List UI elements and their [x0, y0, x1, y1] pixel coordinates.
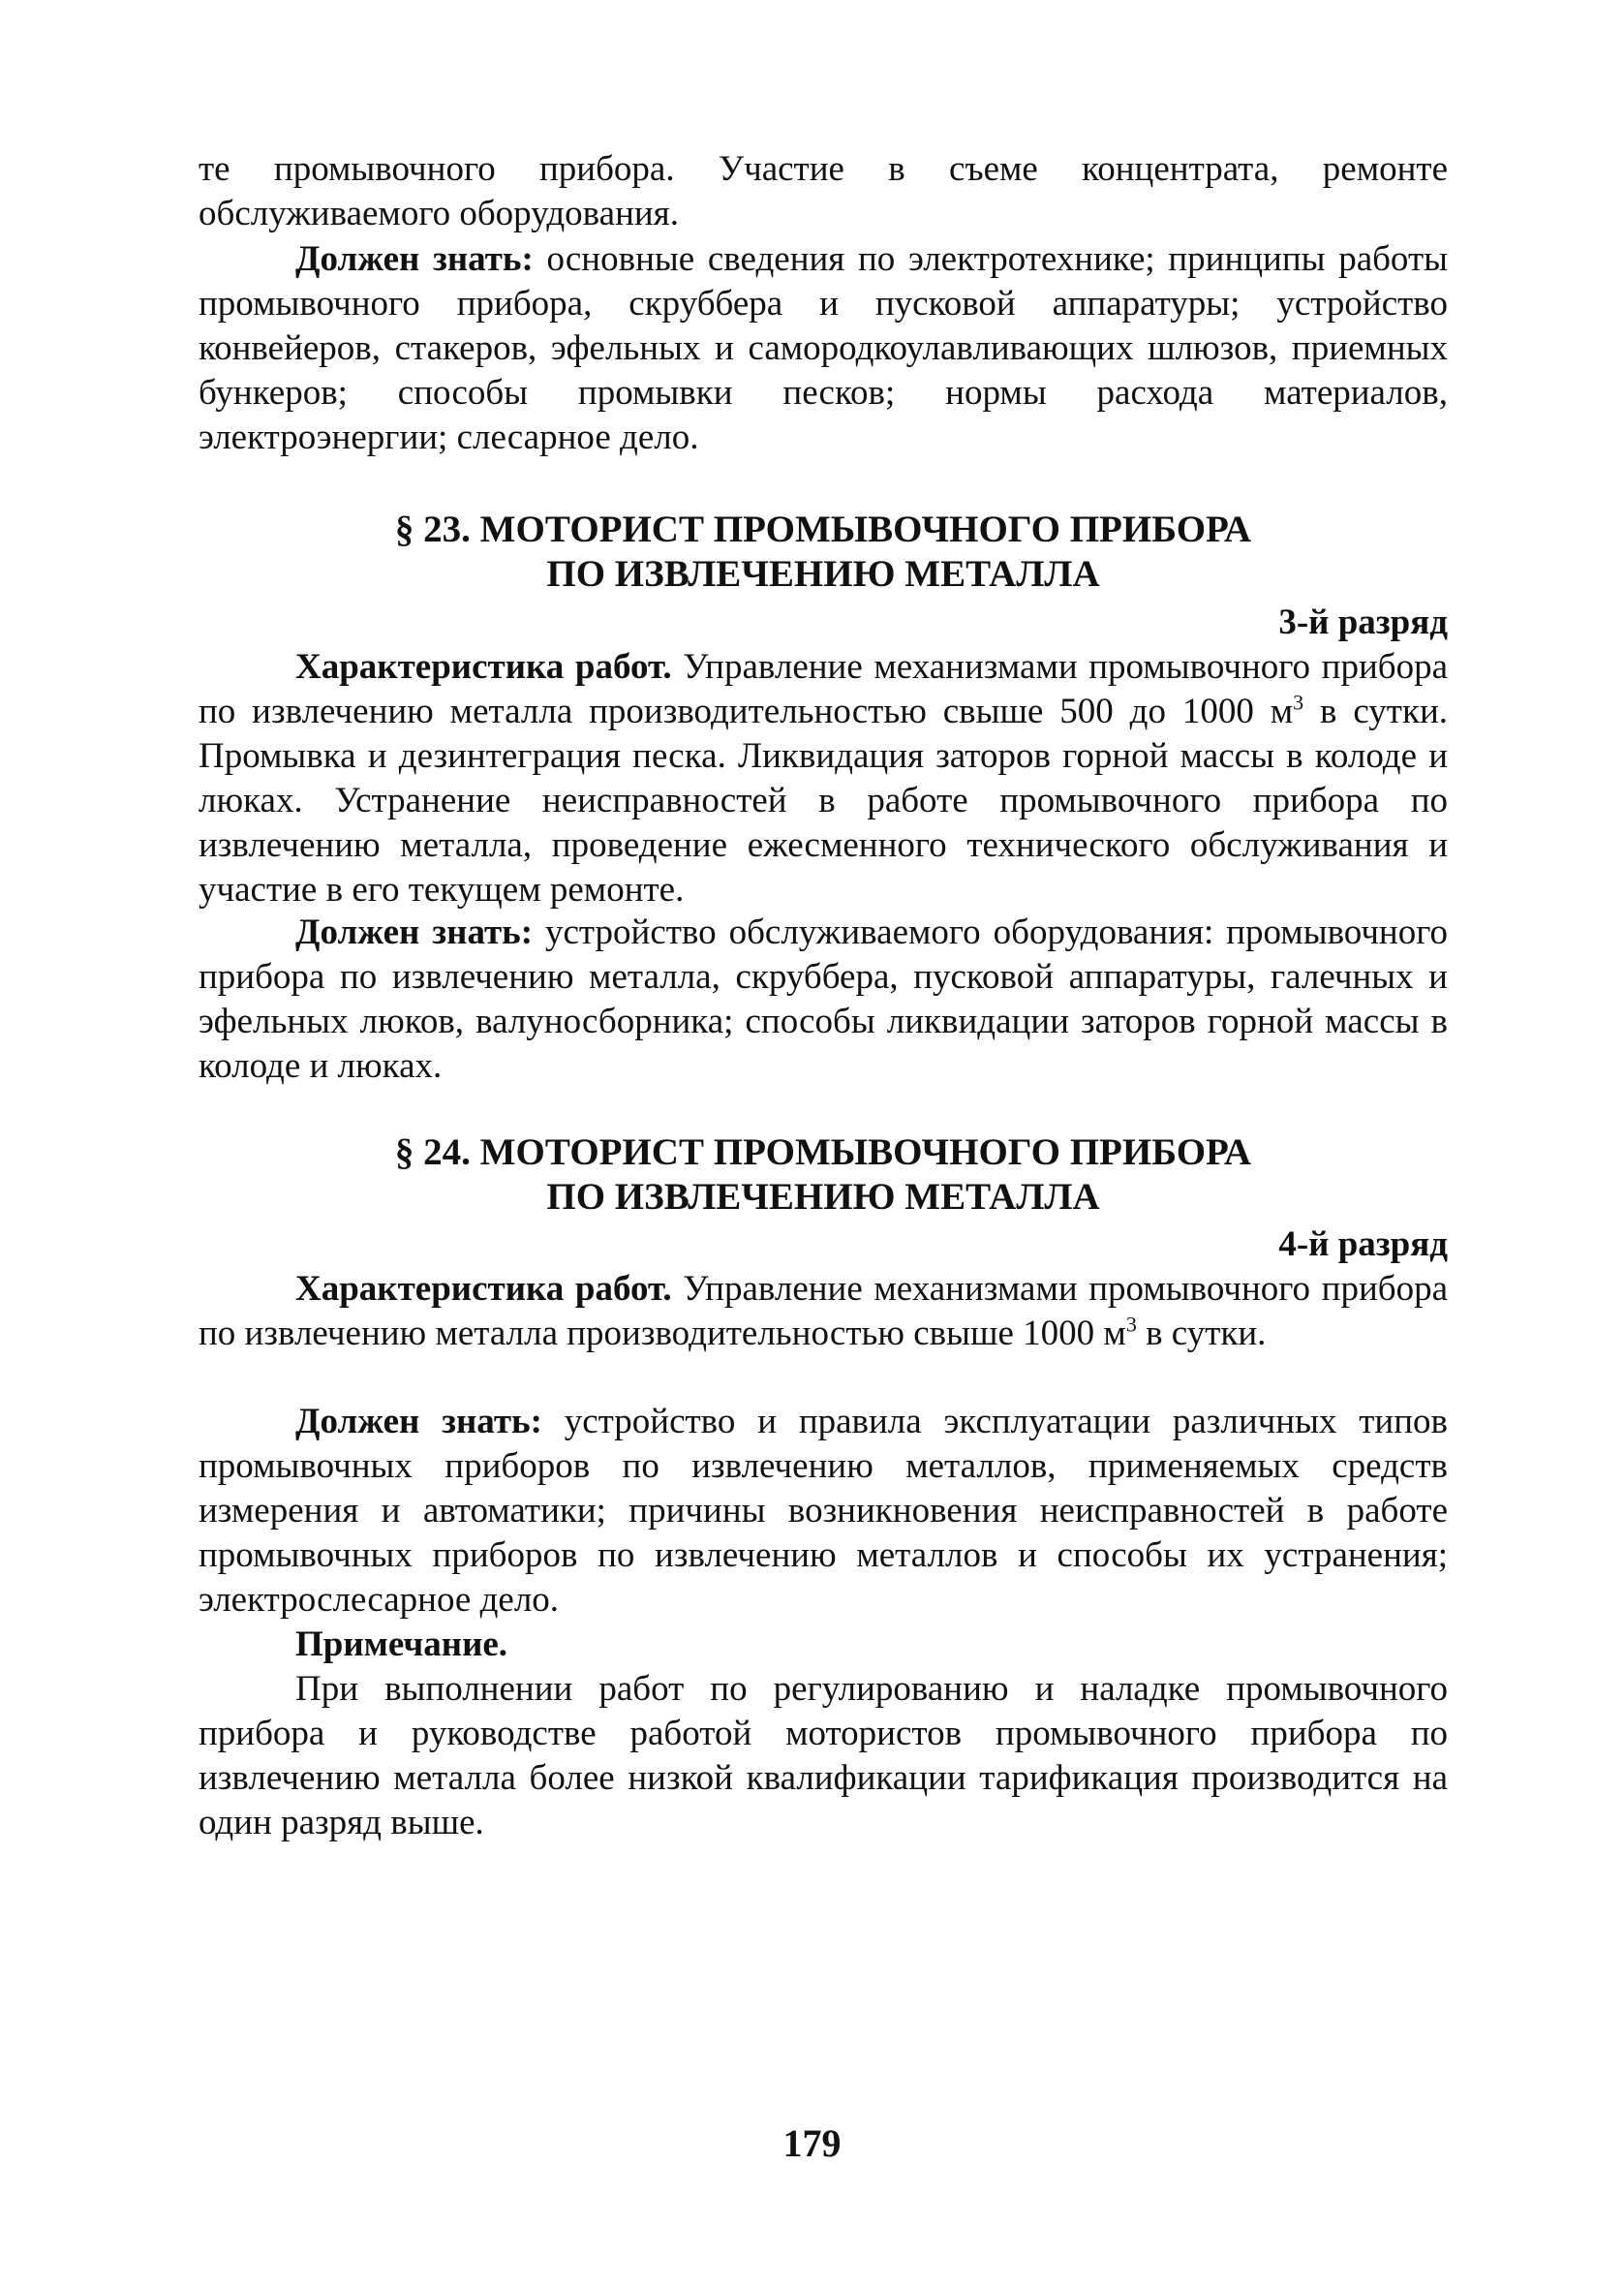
section23-grade: 3-й разряд — [1278, 603, 1448, 642]
section23-title-line2: ПО ИЗВЛЕЧЕНИЮ МЕТАЛЛА — [546, 553, 1100, 595]
section24-grade: 4-й разряд — [1278, 1224, 1448, 1264]
note-label: Примечание. — [295, 1624, 508, 1664]
characteristics-label: Характеристика работ. — [295, 647, 672, 687]
section23-characteristics-paragraph: Характеристика работ. Управление механизмами промывочного прибора по извлечению металла производительностью свыше 500 до 1000 $м^3$ в сутки. Промывка и дезинтеграция песка. Ликвидация заторов горной массы в колоде и люках. Устранение неисправностей в работе промывочного прибора по извлечению металла, проведение ежесменного технического обслуживания и участие в его текущем ремонте. — [199, 647, 1448, 910]
knowledge-label: Должен знать: — [295, 239, 534, 279]
section24-characteristics-paragraph: Характеристика работ. Управление механизмами промывочного прибора по извлечению металла производительностью свыше 1000 $м^3$ в сутки. — [199, 1269, 1448, 1353]
knowledge-label: Должен знать: — [295, 1402, 542, 1441]
section24-knowledge-paragraph: Должен знать: устройство и правила эксплуатации различных типов промывочных приборов по извлечению металлов, применяемых средств измерения и автоматики; причины возникновения неисправностей в работе промывочных приборов по извлечению металлов и способы их устранения; электрослесарное дело. — [199, 1402, 1448, 1620]
section23-title-line1: § 23. МОТОРИСТ ПРОМЫВОЧНОГО ПРИБОРА — [394, 509, 1252, 550]
note-paragraph: При выполнении работ по регулированию и наладке промывочного прибора и руководстве работой мотористов промывочного прибора по извлечению металла более низкой квалификации тарификация производится на один разряд выше. — [199, 1669, 1448, 1842]
section24-title-line2: ПО ИЗВЛЕЧЕНИЮ МЕТАЛЛА — [546, 1176, 1100, 1218]
section24-title-line1: § 24. МОТОРИСТ ПРОМЫВОЧНОГО ПРИБОРА — [394, 1131, 1252, 1173]
section22-knowledge-paragraph: Должен знать: основные сведения по электротехнике; принципы работы промывочного прибора, скруббера и пусковой аппаратуры; устройство конвейеров, стакеров, эфельных и самородкоулавливающих шлюзов, приемных бункеров; способы промывки песков; нормы расхода материалов, электроэнергии; слесарное дело. — [199, 239, 1448, 457]
characteristics-label: Характеристика работ. — [295, 1269, 672, 1309]
page-number: 179 — [782, 2121, 842, 2165]
continuation-paragraph: те промывочного прибора. Участие в съеме концентрата, ремонте обслуживаемого оборудования. — [199, 149, 1448, 233]
section23-knowledge-paragraph: Должен знать: устройство обслуживаемого оборудования: промывочного прибора по извлечению металла, скруббера, пусковой аппаратуры, галечных и эфельных люков, валуносборника; способы ликвидации заторов горной массы в колоде и люках. — [199, 913, 1448, 1086]
knowledge-label: Должен знать: — [295, 913, 534, 952]
